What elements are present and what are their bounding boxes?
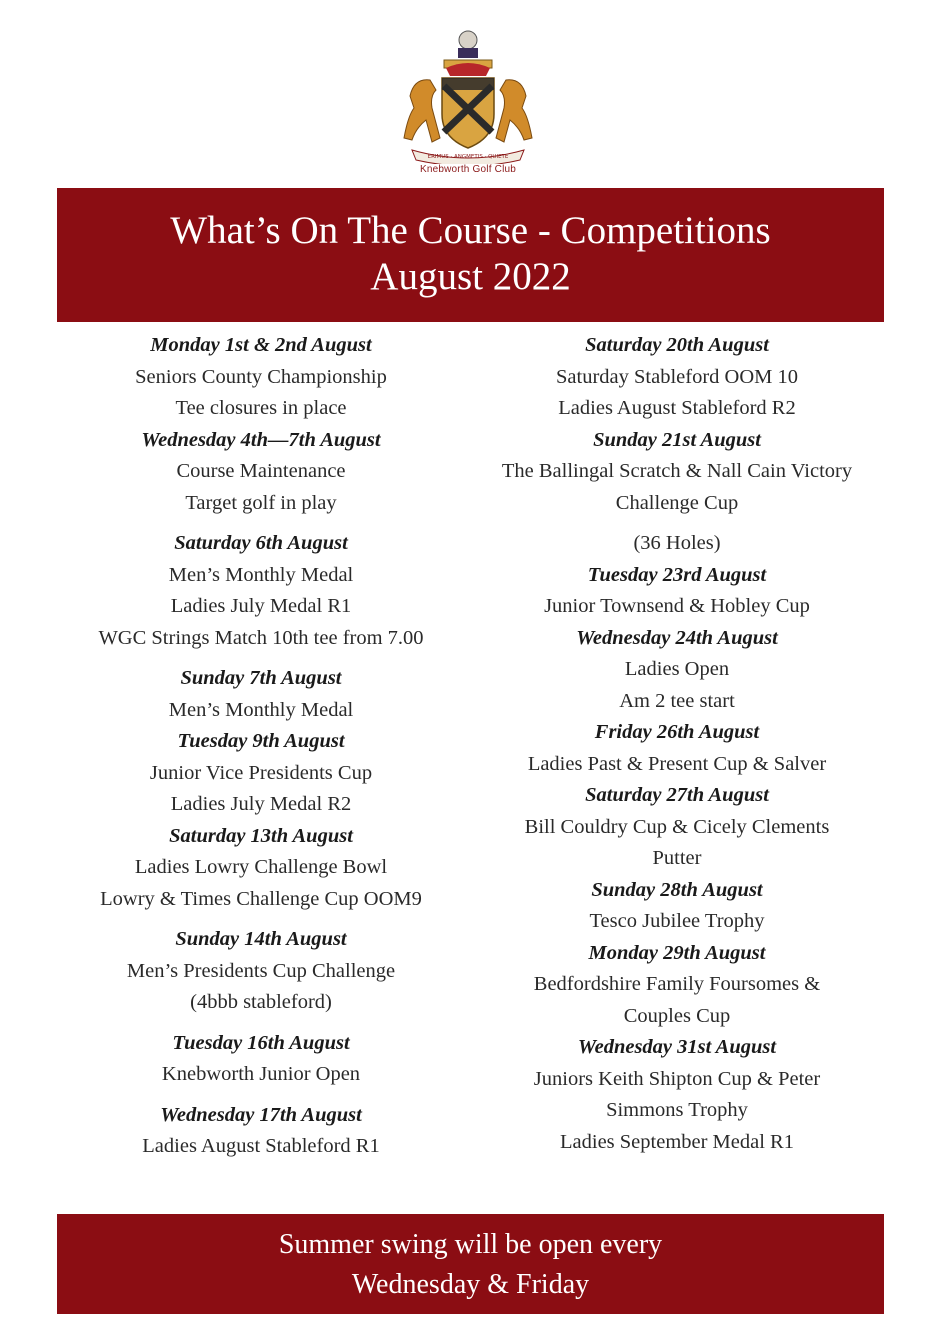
entry-date: Sunday 14th August bbox=[175, 928, 347, 950]
schedule-entry bbox=[470, 623, 884, 718]
entry-date: Saturday 13th August bbox=[169, 824, 353, 847]
entry-date: Wednesday 4th—7th August bbox=[141, 428, 381, 451]
entry-date: Sunday 28th August bbox=[591, 878, 763, 901]
club-motto: ERIMUS · ANGMETIS · QUIETE bbox=[427, 154, 509, 160]
entry-line: (36 Holes) bbox=[633, 532, 721, 554]
schedule-entry bbox=[57, 528, 465, 654]
entry-line: Couples Cup bbox=[623, 1004, 731, 1027]
entry-date: Monday 29th August bbox=[588, 941, 766, 964]
schedule-entry bbox=[470, 528, 884, 560]
schedule-entry bbox=[470, 1032, 884, 1158]
entry-line: Ladies July Medal R1 bbox=[170, 595, 352, 617]
entry-line: (4bbb stableford) bbox=[190, 991, 332, 1013]
entry-line: Target golf in play bbox=[185, 491, 337, 514]
entry-line: Lowry & Times Challenge Cup OOM9 bbox=[100, 887, 422, 910]
schedule-entry bbox=[470, 875, 884, 938]
entry-line: Ladies August Stableford R2 bbox=[558, 397, 796, 419]
entry-line: Challenge Cup bbox=[615, 491, 739, 514]
left-schedule-column bbox=[57, 330, 465, 1163]
entry-date: Wednesday 31st August bbox=[577, 1036, 777, 1058]
entry-line: Ladies September Medal R1 bbox=[560, 1130, 794, 1153]
entry-date: Tuesday 9th August bbox=[177, 730, 345, 752]
title-banner bbox=[57, 188, 884, 322]
footer-banner bbox=[57, 1214, 884, 1314]
entry-line: Saturday Stableford OOM 10 bbox=[556, 365, 798, 388]
entry-line: Am 2 tee start bbox=[619, 689, 735, 712]
entry-line: Juniors Keith Shipton Cup & Peter bbox=[533, 1067, 821, 1090]
entry-date: Friday 26th August bbox=[594, 721, 760, 743]
schedule-entry bbox=[470, 560, 884, 623]
entry-line: Knebworth Junior Open bbox=[161, 1063, 361, 1085]
entry-date: Saturday 27th August bbox=[585, 784, 769, 806]
club-name: Knebworth Golf Club bbox=[419, 164, 517, 175]
schedule-entry bbox=[470, 330, 884, 425]
entry-date: Saturday 20th August bbox=[585, 334, 769, 356]
entry-line: Simmons Trophy bbox=[606, 1099, 748, 1121]
entry-line: Ladies August Stableford R1 bbox=[142, 1135, 380, 1157]
entry-date: Wednesday 17th August bbox=[160, 1103, 362, 1126]
entry-line: The Ballingal Scratch & Nall Cain Victory bbox=[501, 460, 853, 482]
right-schedule-column bbox=[470, 330, 884, 1158]
schedule-entry bbox=[470, 717, 884, 780]
entry-date: Sunday 7th August bbox=[180, 667, 342, 689]
entry-line: Seniors County Championship bbox=[135, 365, 387, 388]
entry-line: Men’s Monthly Medal bbox=[168, 698, 354, 721]
schedule-entry bbox=[57, 821, 465, 916]
entry-line: Ladies Open bbox=[624, 658, 730, 680]
schedule-entry bbox=[57, 1028, 465, 1091]
club-logo bbox=[398, 26, 538, 180]
entry-line: Ladies Past & Present Cup & Salver bbox=[527, 752, 827, 775]
entry-line: Tee closures in place bbox=[175, 397, 347, 419]
entry-line: Men’s Presidents Cup Challenge bbox=[126, 959, 396, 982]
schedule-entry bbox=[57, 330, 465, 425]
entry-line: Bill Couldry Cup & Cicely Clements bbox=[524, 815, 830, 838]
entry-line: Putter bbox=[652, 847, 702, 869]
entry-date: Sunday 21st August bbox=[593, 428, 761, 451]
schedule-entry bbox=[470, 425, 884, 520]
schedule-entry bbox=[470, 938, 884, 1033]
entry-line: Bedfordshire Family Foursomes & bbox=[533, 973, 821, 995]
entry-date: Monday 1st & 2nd August bbox=[150, 334, 372, 356]
club-crest-icon bbox=[398, 26, 538, 164]
schedule-entry bbox=[57, 726, 465, 821]
entry-date: Tuesday 23rd August bbox=[587, 563, 767, 586]
entry-date: Tuesday 16th August bbox=[172, 1031, 350, 1054]
footer-line-2: Wednesday & Friday bbox=[351, 1269, 590, 1300]
schedule-entry bbox=[57, 425, 465, 520]
footer-line-1: Summer swing will be open every bbox=[278, 1229, 663, 1260]
schedule-entry bbox=[470, 780, 884, 875]
entry-line: WGC Strings Match 10th tee from 7.00 bbox=[98, 626, 424, 649]
entry-line: Junior Townsend & Hobley Cup bbox=[544, 595, 810, 617]
entry-date: Wednesday 24th August bbox=[576, 626, 778, 649]
schedule-entry bbox=[57, 1100, 465, 1163]
entry-line: Ladies Lowry Challenge Bowl bbox=[134, 856, 388, 878]
entry-line: Course Maintenance bbox=[176, 460, 346, 482]
entry-line: Men’s Monthly Medal bbox=[168, 563, 354, 586]
entry-date: Saturday 6th August bbox=[174, 532, 348, 554]
schedule-entry bbox=[57, 663, 465, 726]
page-title: What’s On The Course - Competitions bbox=[170, 209, 771, 252]
schedule-entry bbox=[57, 924, 465, 1019]
entry-line: Junior Vice Presidents Cup bbox=[149, 761, 373, 784]
entry-line: Ladies July Medal R2 bbox=[170, 793, 352, 815]
entry-line: Tesco Jubilee Trophy bbox=[589, 910, 765, 932]
page-subtitle: August 2022 bbox=[370, 255, 571, 298]
